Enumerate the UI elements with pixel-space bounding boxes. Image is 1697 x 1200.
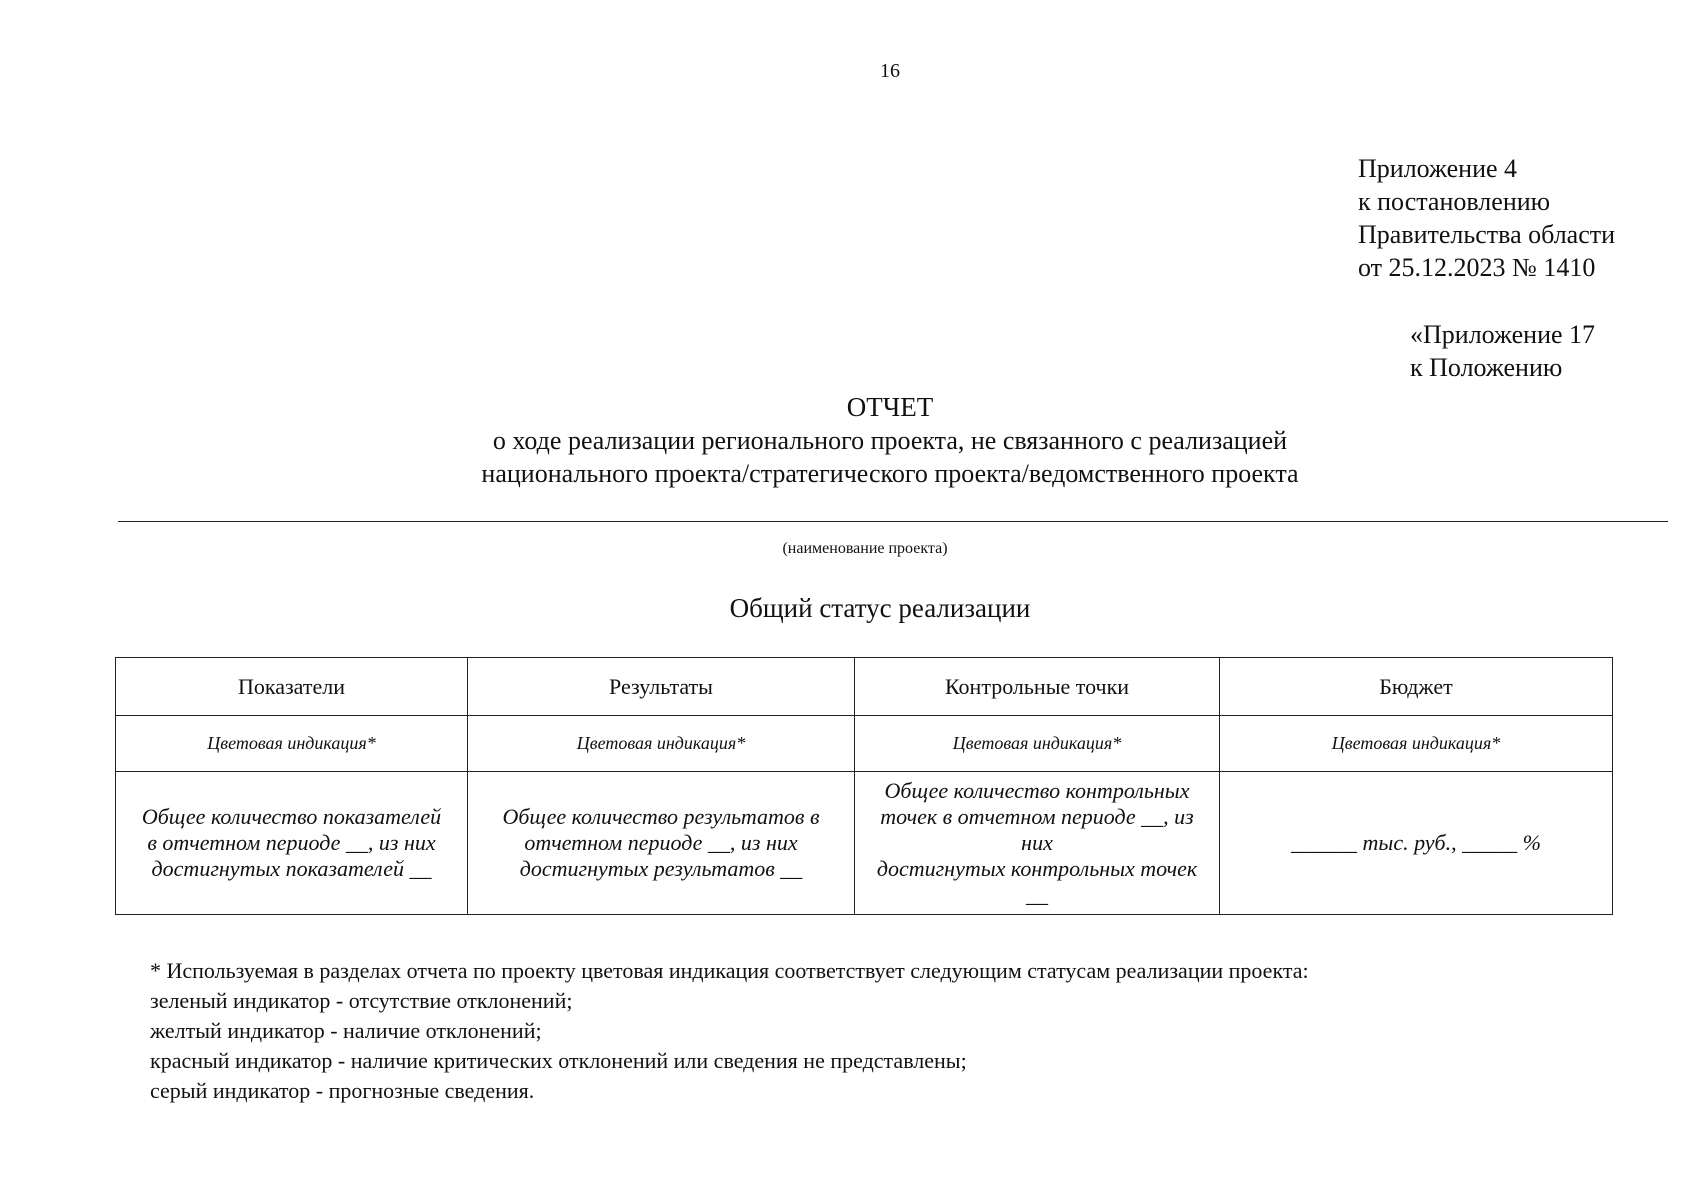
color-indicator-cell: Цветовая индикация* xyxy=(1220,716,1613,772)
footnote-line: зеленый индикатор - отсутствие отклонений; xyxy=(150,988,573,1013)
color-indicator-cell: Цветовая индикация* xyxy=(116,716,468,772)
results-cell xyxy=(468,772,855,915)
report-subtitle xyxy=(0,424,1697,490)
page-number: 16 xyxy=(880,60,900,82)
report-subtitle-line: о ходе реализации регионального проекта, не связанного с реализацией xyxy=(492,426,1288,455)
cell-line: __ xyxy=(1026,882,1048,907)
sub-appendix-line: «Приложение 17 xyxy=(1410,320,1596,349)
cell-line: ______ тыс. руб., _____ % xyxy=(1291,830,1541,855)
header-indicators: Показатели xyxy=(116,658,468,716)
appendix-line: Правительства области xyxy=(1358,220,1616,249)
appendix-line: к постановлению xyxy=(1358,187,1551,216)
header-budget: Бюджет xyxy=(1220,658,1613,716)
project-name-line xyxy=(118,521,1668,522)
cell-line: достигнутых показателей __ xyxy=(151,856,432,881)
sub-appendix-line: к Положению xyxy=(1410,353,1563,382)
indicators-cell xyxy=(116,772,468,915)
cell-line: отчетном периоде __, из них xyxy=(524,830,798,855)
status-table xyxy=(115,657,1613,915)
footnote-block xyxy=(150,956,1309,1106)
footnote-line: желтый индикатор - наличие отклонений; xyxy=(150,1018,542,1043)
table-indicator-row xyxy=(116,716,1613,772)
color-indicator-cell: Цветовая индикация* xyxy=(855,716,1220,772)
cell-line: Общее количество контрольных xyxy=(884,778,1190,803)
footnote-line: серый индикатор - прогнозные сведения. xyxy=(150,1078,535,1103)
cell-line: достигнутых контрольных точек xyxy=(876,856,1198,881)
status-heading: Общий статус реализации xyxy=(729,593,1031,623)
footnote-line: * Используемая в разделах отчета по проекту цветовая индикация соответствует следующим статусам реализации проекта: xyxy=(150,958,1309,983)
appendix-block xyxy=(1358,152,1615,284)
project-name-caption: (наименование проекта) xyxy=(782,540,948,557)
cell-line: достигнутых результатов __ xyxy=(519,856,803,881)
color-indicator-cell: Цветовая индикация* xyxy=(468,716,855,772)
cell-line: них xyxy=(1021,830,1053,855)
footnote-line: красный индикатор - наличие критических отклонений или сведения не представлены; xyxy=(150,1048,967,1073)
report-subtitle-line: национального проекта/стратегического проекта/ведомственного проекта xyxy=(481,459,1299,488)
cell-line: Общее количество результатов в xyxy=(502,804,820,829)
sub-appendix-block xyxy=(1410,318,1595,384)
header-results: Результаты xyxy=(468,658,855,716)
checkpoints-cell xyxy=(855,772,1220,915)
cell-line: точек в отчетном периоде __, из xyxy=(880,804,1194,829)
report-title: ОТЧЕТ xyxy=(846,392,934,422)
cell-line: в отчетном периоде __, из них xyxy=(147,830,436,855)
appendix-line: от 25.12.2023 № 1410 xyxy=(1358,253,1596,282)
appendix-line: Приложение 4 xyxy=(1358,154,1518,183)
budget-cell xyxy=(1220,772,1613,915)
table-body-row xyxy=(116,772,1613,915)
cell-line: Общее количество показателей xyxy=(141,804,442,829)
table-header-row xyxy=(116,658,1613,716)
header-checkpoints: Контрольные точки xyxy=(855,658,1220,716)
